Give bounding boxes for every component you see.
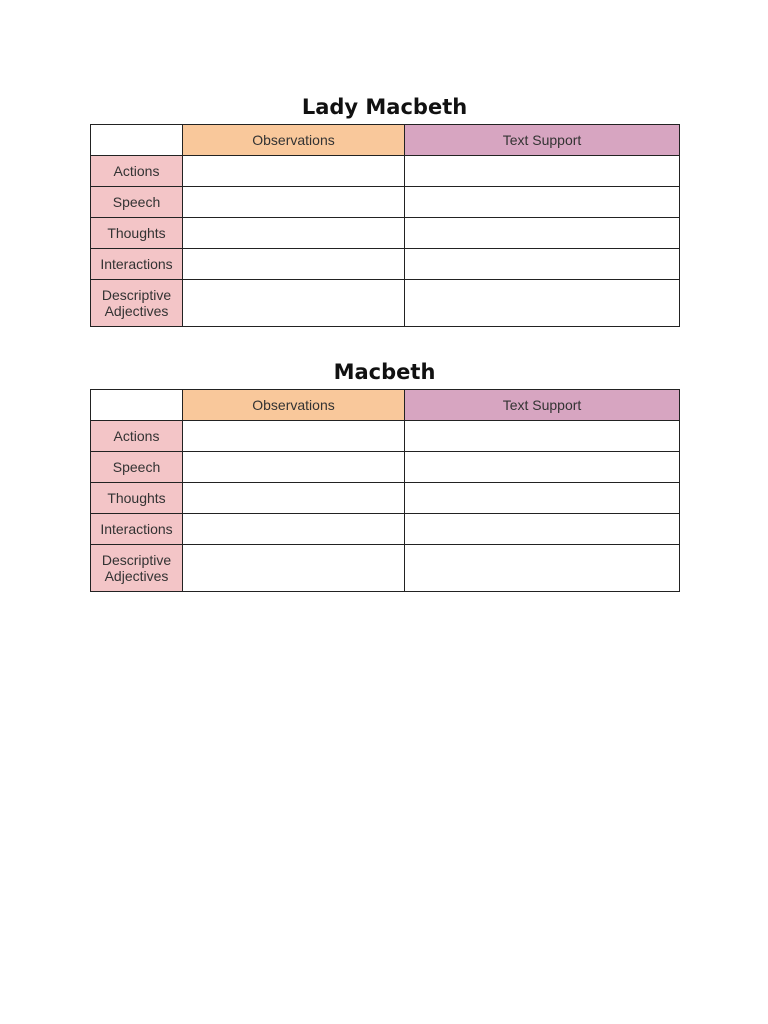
observations-cell[interactable] <box>183 421 405 452</box>
observations-cell[interactable] <box>183 483 405 514</box>
corner-cell <box>91 390 183 421</box>
observations-cell[interactable] <box>183 452 405 483</box>
text-support-cell[interactable] <box>405 249 680 280</box>
table-row <box>91 421 680 452</box>
text-support-cell[interactable] <box>405 421 680 452</box>
corner-cell <box>91 125 183 156</box>
row-label-descriptive-adjectives: Descriptive Adjectives <box>91 545 183 592</box>
observations-cell[interactable] <box>183 187 405 218</box>
row-label-actions: Actions <box>91 156 183 187</box>
table-row <box>91 156 680 187</box>
table-row <box>91 249 680 280</box>
table-row <box>91 218 680 249</box>
table-row <box>91 483 680 514</box>
character-chart <box>90 124 680 327</box>
character-chart <box>90 389 680 592</box>
observations-cell[interactable] <box>183 280 405 327</box>
row-label-speech: Speech <box>91 187 183 218</box>
table-row <box>91 514 680 545</box>
text-support-cell[interactable] <box>405 545 680 592</box>
text-support-cell[interactable] <box>405 514 680 545</box>
observations-cell[interactable] <box>183 156 405 187</box>
text-support-header: Text Support <box>405 390 680 421</box>
row-label-interactions: Interactions <box>91 514 183 545</box>
section-title: Lady Macbeth <box>301 95 468 119</box>
observations-header: Observations <box>183 125 405 156</box>
lady-macbeth-section <box>90 90 679 327</box>
macbeth-section <box>90 355 679 592</box>
section-title: Macbeth <box>333 360 436 384</box>
observations-cell[interactable] <box>183 545 405 592</box>
row-label-speech: Speech <box>91 452 183 483</box>
row-label-descriptive-adjectives: Descriptive Adjectives <box>91 280 183 327</box>
text-support-cell[interactable] <box>405 280 680 327</box>
header-row <box>91 125 680 156</box>
table-row <box>91 280 680 327</box>
header-row <box>91 390 680 421</box>
observations-header: Observations <box>183 390 405 421</box>
text-support-header: Text Support <box>405 125 680 156</box>
row-label-thoughts: Thoughts <box>91 483 183 514</box>
row-label-thoughts: Thoughts <box>91 218 183 249</box>
table-row <box>91 452 680 483</box>
row-label-actions: Actions <box>91 421 183 452</box>
text-support-cell[interactable] <box>405 156 680 187</box>
text-support-cell[interactable] <box>405 483 680 514</box>
text-support-cell[interactable] <box>405 187 680 218</box>
table-row <box>91 187 680 218</box>
table-row <box>91 545 680 592</box>
row-label-interactions: Interactions <box>91 249 183 280</box>
observations-cell[interactable] <box>183 249 405 280</box>
observations-cell[interactable] <box>183 218 405 249</box>
text-support-cell[interactable] <box>405 452 680 483</box>
observations-cell[interactable] <box>183 514 405 545</box>
text-support-cell[interactable] <box>405 218 680 249</box>
